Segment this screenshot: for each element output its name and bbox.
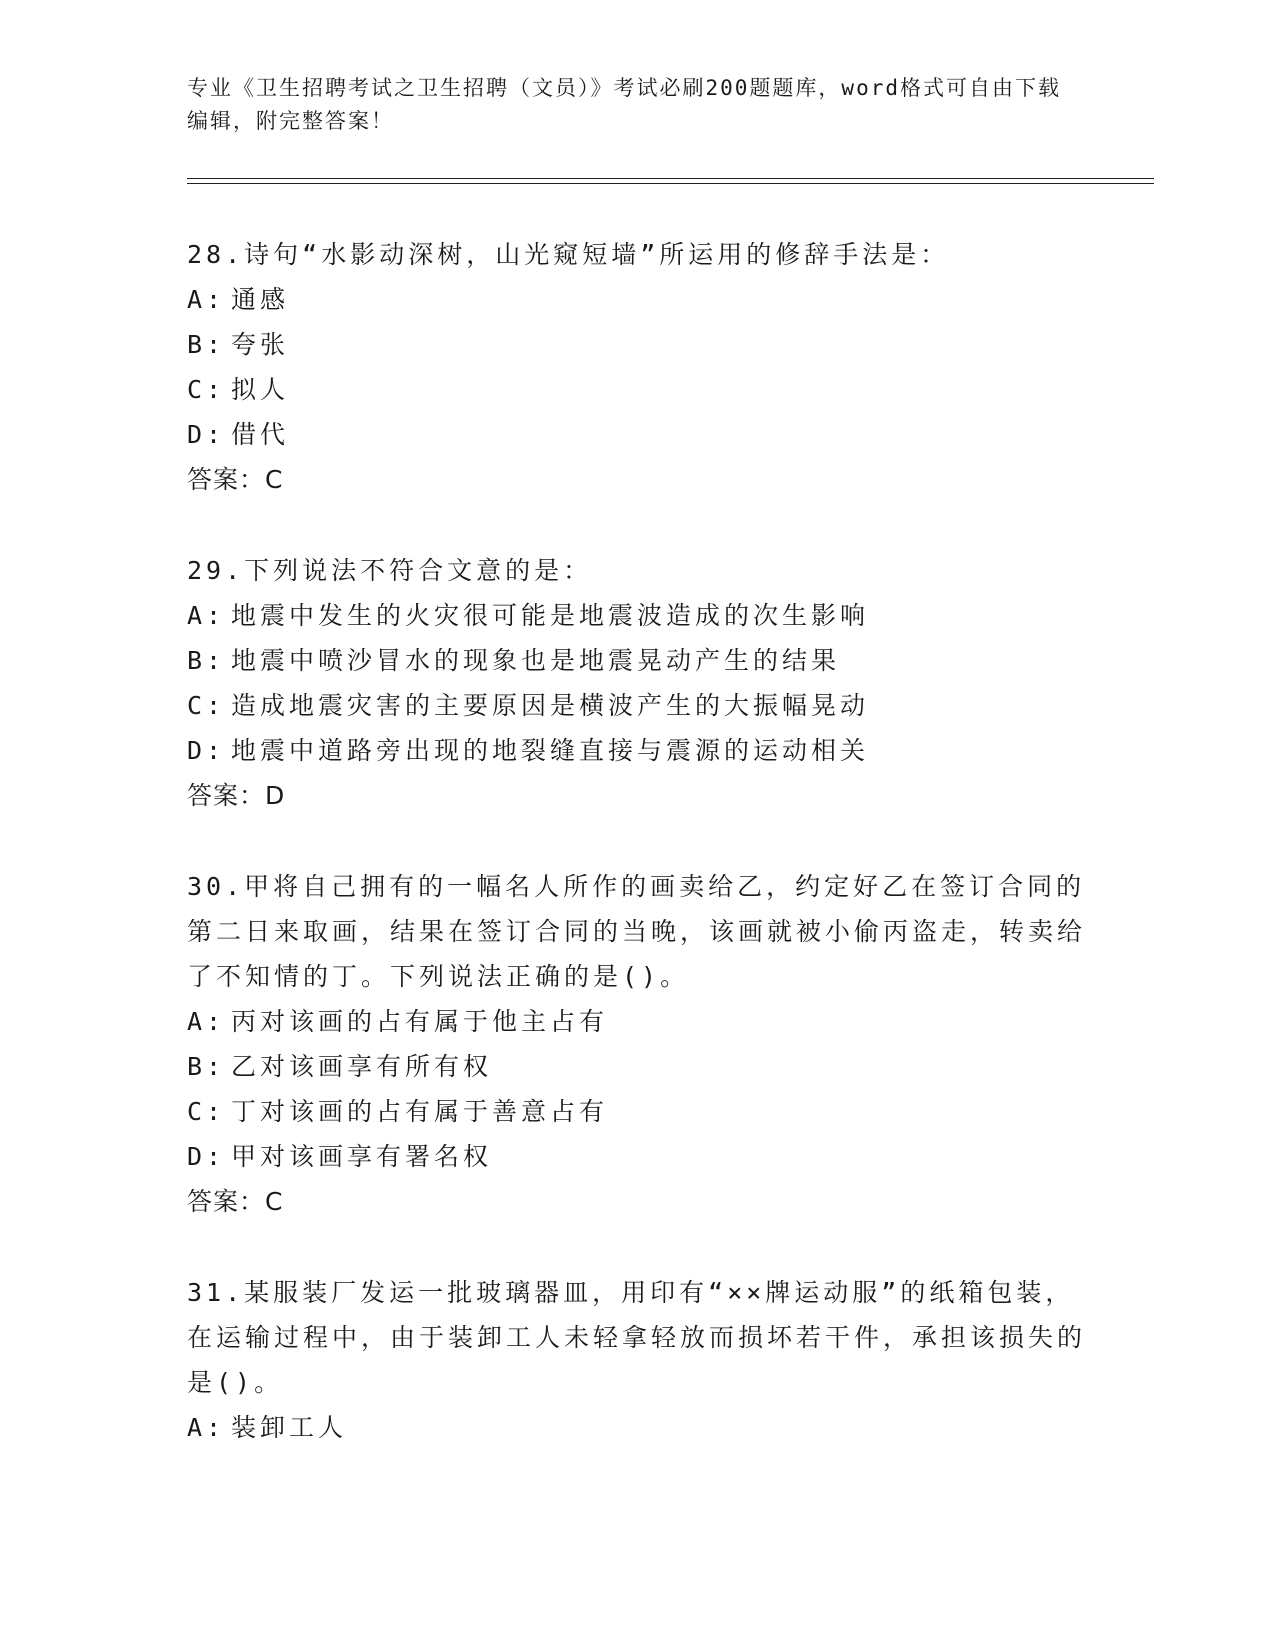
option-text: 甲对该画享有署名权 bbox=[231, 1142, 493, 1171]
answer-line: 答案：D bbox=[187, 781, 286, 810]
option-text: 乙对该画享有所有权 bbox=[231, 1052, 493, 1081]
question-stem: 29.下列说法不符合文意的是： bbox=[187, 556, 593, 585]
option-letter: D: bbox=[187, 1142, 226, 1171]
option-text: 造成地震灾害的主要原因是横波产生的大振幅晃动 bbox=[231, 691, 870, 720]
option-letter: D: bbox=[187, 736, 226, 765]
option-letter: B: bbox=[187, 1052, 226, 1081]
option-text: 借代 bbox=[231, 420, 290, 449]
option-letter: A: bbox=[187, 1007, 226, 1036]
option-text: 通感 bbox=[231, 285, 290, 314]
question-stem: 30.甲将自己拥有的一幅名人所作的画卖给乙，约定好乙在签订合同的第二日来取画，结果在签订合同的当晚，该画就被小偷丙盗走，转卖给了不知情的丁。下列说法正确的是()。 bbox=[187, 872, 1087, 991]
option-letter: C: bbox=[187, 375, 226, 404]
option-c bbox=[187, 683, 1087, 728]
option-d bbox=[187, 412, 1087, 457]
option-text: 地震中发生的火灾很可能是地震波造成的次生影响 bbox=[231, 601, 870, 630]
option-letter: A: bbox=[187, 285, 226, 314]
option-b bbox=[187, 1044, 1087, 1089]
document-header: 专业《卫生招聘考试之卫生招聘（文员）》考试必刷200题题库，word格式可自由下载编辑，附完整答案！ bbox=[187, 76, 1061, 133]
option-text: 丁对该画的占有属于善意占有 bbox=[231, 1097, 609, 1126]
option-d bbox=[187, 1134, 1087, 1179]
option-letter: C: bbox=[187, 691, 226, 720]
option-d bbox=[187, 728, 1087, 773]
option-letter: A: bbox=[187, 601, 226, 630]
option-text: 拟人 bbox=[231, 375, 290, 404]
question-30 bbox=[187, 864, 1087, 1224]
option-letter: A: bbox=[187, 1413, 226, 1442]
question-29 bbox=[187, 548, 1087, 818]
question-stem: 31.某服装厂发运一批玻璃器皿，用印有“××牌运动服”的纸箱包装，在运输过程中，由于装卸工人未轻拿轻放而损坏若干件，承担该损失的是()。 bbox=[187, 1278, 1087, 1397]
option-a bbox=[187, 593, 1087, 638]
option-letter: B: bbox=[187, 330, 226, 359]
option-text: 丙对该画的占有属于他主占有 bbox=[231, 1007, 609, 1036]
option-c bbox=[187, 367, 1087, 412]
option-a bbox=[187, 277, 1087, 322]
option-b bbox=[187, 322, 1087, 367]
question-31 bbox=[187, 1270, 1087, 1450]
option-b bbox=[187, 638, 1087, 683]
option-letter: D: bbox=[187, 420, 226, 449]
question-list bbox=[187, 232, 1087, 1496]
option-c bbox=[187, 1089, 1087, 1134]
question-28 bbox=[187, 232, 1087, 502]
option-letter: B: bbox=[187, 646, 226, 675]
header-divider-top bbox=[187, 178, 1154, 179]
option-a bbox=[187, 999, 1087, 1044]
option-text: 夸张 bbox=[231, 330, 290, 359]
option-letter: C: bbox=[187, 1097, 226, 1126]
option-text: 装卸工人 bbox=[231, 1413, 348, 1442]
option-a bbox=[187, 1405, 1087, 1450]
option-text: 地震中道路旁出现的地裂缝直接与震源的运动相关 bbox=[231, 736, 870, 765]
header-divider-bottom bbox=[187, 183, 1154, 184]
answer-line: 答案：C bbox=[187, 1187, 284, 1216]
option-text: 地震中喷沙冒水的现象也是地震晃动产生的结果 bbox=[231, 646, 841, 675]
question-stem: 28.诗句“水影动深树，山光窥短墙”所运用的修辞手法是： bbox=[187, 240, 950, 269]
answer-line: 答案：C bbox=[187, 465, 284, 494]
